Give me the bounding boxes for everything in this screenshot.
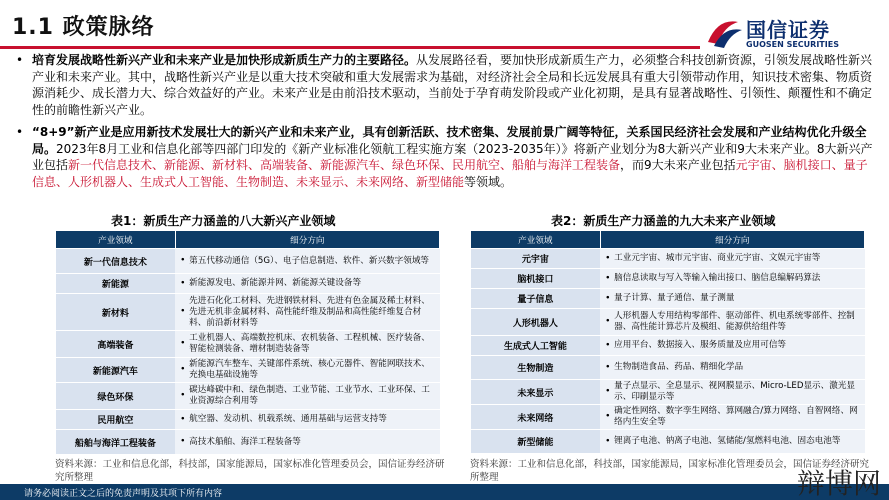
industry-direction-cell: • 量子计算、量子通信、量子测量 <box>600 289 864 309</box>
table-row <box>56 294 440 331</box>
industry-direction-cell: • 航空器、发动机、机载系统、通用基础与运营支持等 <box>175 410 439 430</box>
bullet-text-segment: “8+9”新产业是应用新技术发展壮大的新兴产业和未来产业，具有创新活跃、技术密集、发展前景广阔等特征，关系国民经济社会发展和产业结构优化升级全局。 <box>32 125 867 156</box>
table1-title: 表1：新质生产力涵盖的八大新兴产业领域 <box>111 214 336 228</box>
industry-direction-cell: • 高技术船舶、海洋工程装备等 <box>175 430 439 455</box>
bullet-list <box>14 52 874 196</box>
table-row <box>471 269 865 289</box>
bullet-dot: • <box>16 125 24 139</box>
bullet-paragraph <box>14 52 874 118</box>
bullet-text-segment: 从发展路径看，要加快形成新质生产力，必须整合科技创新资源，引领发展战略性新兴产业和未来产业。其中，战略性新兴产业是以重大技术突破和重大发展需求为基础，对经济社会全局和长远发展具有重大引领带动作用，知识技术密集、物质资源消耗少、成长潜力大、综合效益好的产业。未来产业是由前沿技术驱动，当前处于孕育萌发阶段或产业化初期，是具有显著战略性、引领性、颠覆性和不确定性的前瞻性新兴产业。 <box>32 53 873 117</box>
industry-direction-cell: • 应用平台、数据接入、服务质量及应用可信等 <box>600 336 864 356</box>
industry-direction-cell: • 量子点显示、全息显示、视网膜显示、Micro-LED显示、激光显示、印刷显示等 <box>600 380 864 405</box>
table-row <box>471 309 865 336</box>
logo-english-name: GUOSEN SECURITIES <box>746 40 839 49</box>
industry-name-cell: 生成式人工智能 <box>471 336 601 356</box>
table2-col-header: 细分方向 <box>600 231 864 249</box>
industry-name-cell: 新能源汽车 <box>56 358 176 383</box>
table-row <box>471 336 865 356</box>
table-row <box>56 358 440 383</box>
table1-col-header: 细分方向 <box>175 231 439 249</box>
table-row <box>56 331 440 358</box>
table2-source: 资料来源：工业和信息化部，科技部，国家能源局，国家标准化管理委员会，国信证券经济研究所整理 <box>470 459 870 483</box>
table-row <box>56 249 440 274</box>
table1-source: 资料来源：工业和信息化部，科技部，国家能源局，国家标准化管理委员会，国信证券经济研究所整理 <box>55 459 445 483</box>
bullet-text-segment: 新一代信息技术、新能源、新材料、高端装备、新能源汽车、绿色环保、民用航空、船舶与海洋工程装备 <box>68 158 621 172</box>
industry-direction-cell: • 新能源汽车整车、关键部件系统、核心元器件、智能网联技术、充换电基础设施等 <box>175 358 439 383</box>
logo-name: 国信证券 <box>746 18 830 42</box>
guosen-logo-icon <box>704 12 744 52</box>
industry-name-cell: 高端装备 <box>56 331 176 358</box>
page-title: 1.1 政策脉络 <box>12 15 155 40</box>
industry-name-cell: 生物制造 <box>471 356 601 380</box>
industry-name-cell: 新一代信息技术 <box>56 249 176 274</box>
industry-name-cell: 民用航空 <box>56 410 176 430</box>
industry-name-cell: 船舶与海洋工程装备 <box>56 430 176 455</box>
industry-direction-cell: • 脑信息读取与写入等输入输出接口、脑信息编解码算法 <box>600 269 864 289</box>
bullet-text-segment: 等领域。 <box>464 174 513 189</box>
table2-body <box>471 249 865 454</box>
bullet-dot: • <box>16 53 24 67</box>
title-divider <box>0 46 700 49</box>
footer-disclaimer: 请务必阅读正文之后的免责声明及其项下所有内容 <box>24 489 223 499</box>
table1-col-header: 产业领域 <box>56 231 176 249</box>
table-row <box>56 383 440 410</box>
industry-name-cell: 新型储能 <box>471 430 601 454</box>
bullet-text-segment: 2023年8月工业和信息化部等四部门印发的《新产业标准化领航工程实施方案（2023-2035年）》将新产业划分为8大新兴产业和9大未来产业。8大新兴产业包括 <box>32 141 873 172</box>
industry-name-cell: 未来网络 <box>471 405 601 430</box>
table-row <box>471 380 865 405</box>
bullet-text-segment: 培育发展战略性新兴产业和未来产业是加快形成新质生产力的主要路径。 <box>32 53 417 67</box>
table2 <box>470 230 865 454</box>
industry-direction-cell: • 工业元宇宙、城市元宇宙、商业元宇宙、文娱元宇宙等 <box>600 249 864 269</box>
industry-name-cell: 新能源 <box>56 274 176 294</box>
industry-direction-cell: • 确定性网络、数字孪生网络、算网融合/算力网络、自智网络、网络内生安全等 <box>600 405 864 430</box>
table-row <box>471 356 865 380</box>
industry-direction-cell: • 先进石化化工材料、先进钢铁材料、先进有色金属及稀土材料、先进无机非金属材料、高性能纤维及制品和高性能纤维复合材料、前沿新材料等 <box>175 294 439 331</box>
industry-name-cell: 未来显示 <box>471 380 601 405</box>
industry-direction-cell: • 第五代移动通信（5G）、电子信息制造、软件、新兴数字领域等 <box>175 249 439 274</box>
table-row <box>471 405 865 430</box>
bullet-text-segment: ，而9大未来产业包括 <box>620 158 736 172</box>
table1 <box>55 230 440 455</box>
industry-direction-cell: • 人形机器人专用结构零部件、驱动部件、机电系统零部件、控制器、高性能计算芯片及模组、能源供给组件等 <box>600 309 864 336</box>
industry-name-cell: 人形机器人 <box>471 309 601 336</box>
table-row <box>56 274 440 294</box>
table-row <box>56 430 440 455</box>
watermark: 辩博网 <box>796 467 881 500</box>
table2-col-header: 产业领域 <box>471 231 601 249</box>
guosen-logo <box>704 12 884 52</box>
industry-direction-cell: • 生物制造食品、药品、精细化学品 <box>600 356 864 380</box>
industry-name-cell: 元宇宙 <box>471 249 601 269</box>
table-row <box>471 249 865 269</box>
industry-name-cell: 新材料 <box>56 294 176 331</box>
table2-title: 表2：新质生产力涵盖的九大未来产业领域 <box>551 214 776 228</box>
industry-name-cell: 绿色环保 <box>56 383 176 410</box>
table-row <box>56 410 440 430</box>
bullet-text-segment: 元宇宙、脑机接口、量子信息、人形机器人、生成式人工智能、生物制造、未来显示、未来网络、新型储能 <box>32 158 868 189</box>
table2-header-row <box>471 231 865 249</box>
bullet-paragraph <box>14 124 874 190</box>
industry-direction-cell: • 工业机器人、高端数控机床、农机装备、工程机械、医疗装备、智能检测装备、增材制造装备等 <box>175 331 439 358</box>
table1-body <box>56 249 440 455</box>
industry-direction-cell: • 碳达峰碳中和、绿色制造、工业节能、工业节水、工业环保、工业资源综合利用等 <box>175 383 439 410</box>
industry-name-cell: 脑机接口 <box>471 269 601 289</box>
industry-name-cell: 量子信息 <box>471 289 601 309</box>
table1-header-row <box>56 231 440 249</box>
industry-direction-cell: • 锂离子电池、钠离子电池、氢储能/氢燃料电池、固态电池等 <box>600 430 864 454</box>
table-row <box>471 289 865 309</box>
industry-direction-cell: • 新能源发电、新能源并网、新能源关键设备等 <box>175 274 439 294</box>
table-row <box>471 430 865 454</box>
